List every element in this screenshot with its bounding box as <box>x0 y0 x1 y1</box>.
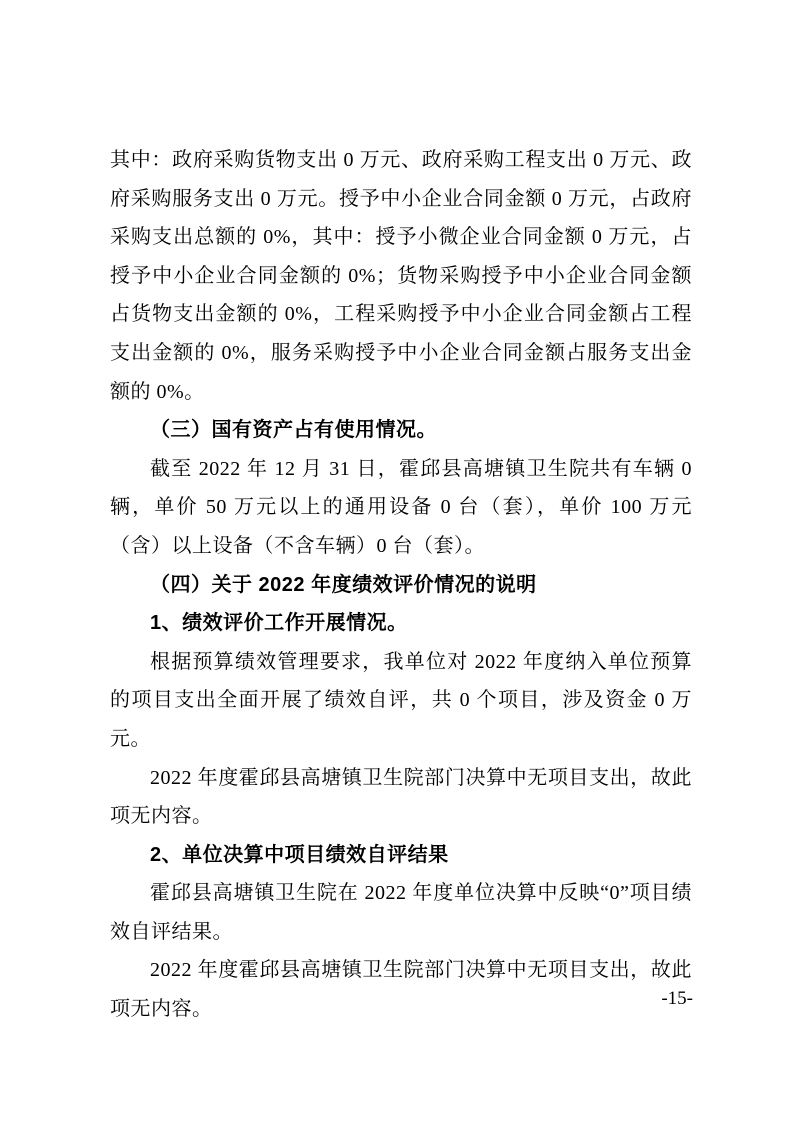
paragraph-evaluation-work-2: 2022 年度霍邱县高塘镇卫生院部门决算中无项目支出，故此项无内容。 <box>110 766 692 828</box>
page-number: -15- <box>661 988 693 1009</box>
paragraph-self-evaluation-1: 霍邱县高塘镇卫生院在 2022 年度单位决算中反映“0”项目绩效自评结果。 <box>110 882 692 943</box>
paragraph-procurement-continuation: 其中：政府采购货物支出 0 万元、政府采购工程支出 0 万元、政府采购服务支出 0 万元。授予中小企业合同金额 0 万元，占政府采购支出总额的 0%，其中：授予小微企业合同金额 0 万元，占授予中小企业合同金额的 0%；货物采购授予中小企业合同金额占货物支出金额的 0%，工程采购授予中小企业合同金额占工程支出金额的 0%，服务采购授予中小企业合同金额占服务支出金额的 0%。 <box>110 149 692 403</box>
paragraph-evaluation-work-1: 根据预算绩效管理要求，我单位对 2022 年度纳入单位预算的项目支出全面开展了绩效自评，共 0 个项目，涉及资金 0 万元。 <box>110 650 692 750</box>
heading-section-4-performance-evaluation: （四）关于 2022 年度绩效评价情况的说明 <box>150 573 537 596</box>
document-content <box>110 141 692 1029</box>
paragraph-self-evaluation-2: 2022 年度霍邱县高塘镇卫生院部门决算中无项目支出，故此项无内容。 <box>110 959 692 1021</box>
subheading-1-evaluation-work: 1、绩效评价工作开展情况。 <box>150 612 408 635</box>
paragraph-state-assets: 截至 2022 年 12 月 31 日，霍邱县高塘镇卫生院共有车辆 0 辆，单价 50 万元以上的通用设备 0 台（套），单价 100 万元（含）以上设备（不含车辆）0 台（套）。 <box>110 457 692 557</box>
heading-section-3-state-assets: （三）国有资产占有使用情况。 <box>150 419 437 442</box>
subheading-2-self-evaluation-results: 2、单位决算中项目绩效自评结果 <box>150 843 449 866</box>
